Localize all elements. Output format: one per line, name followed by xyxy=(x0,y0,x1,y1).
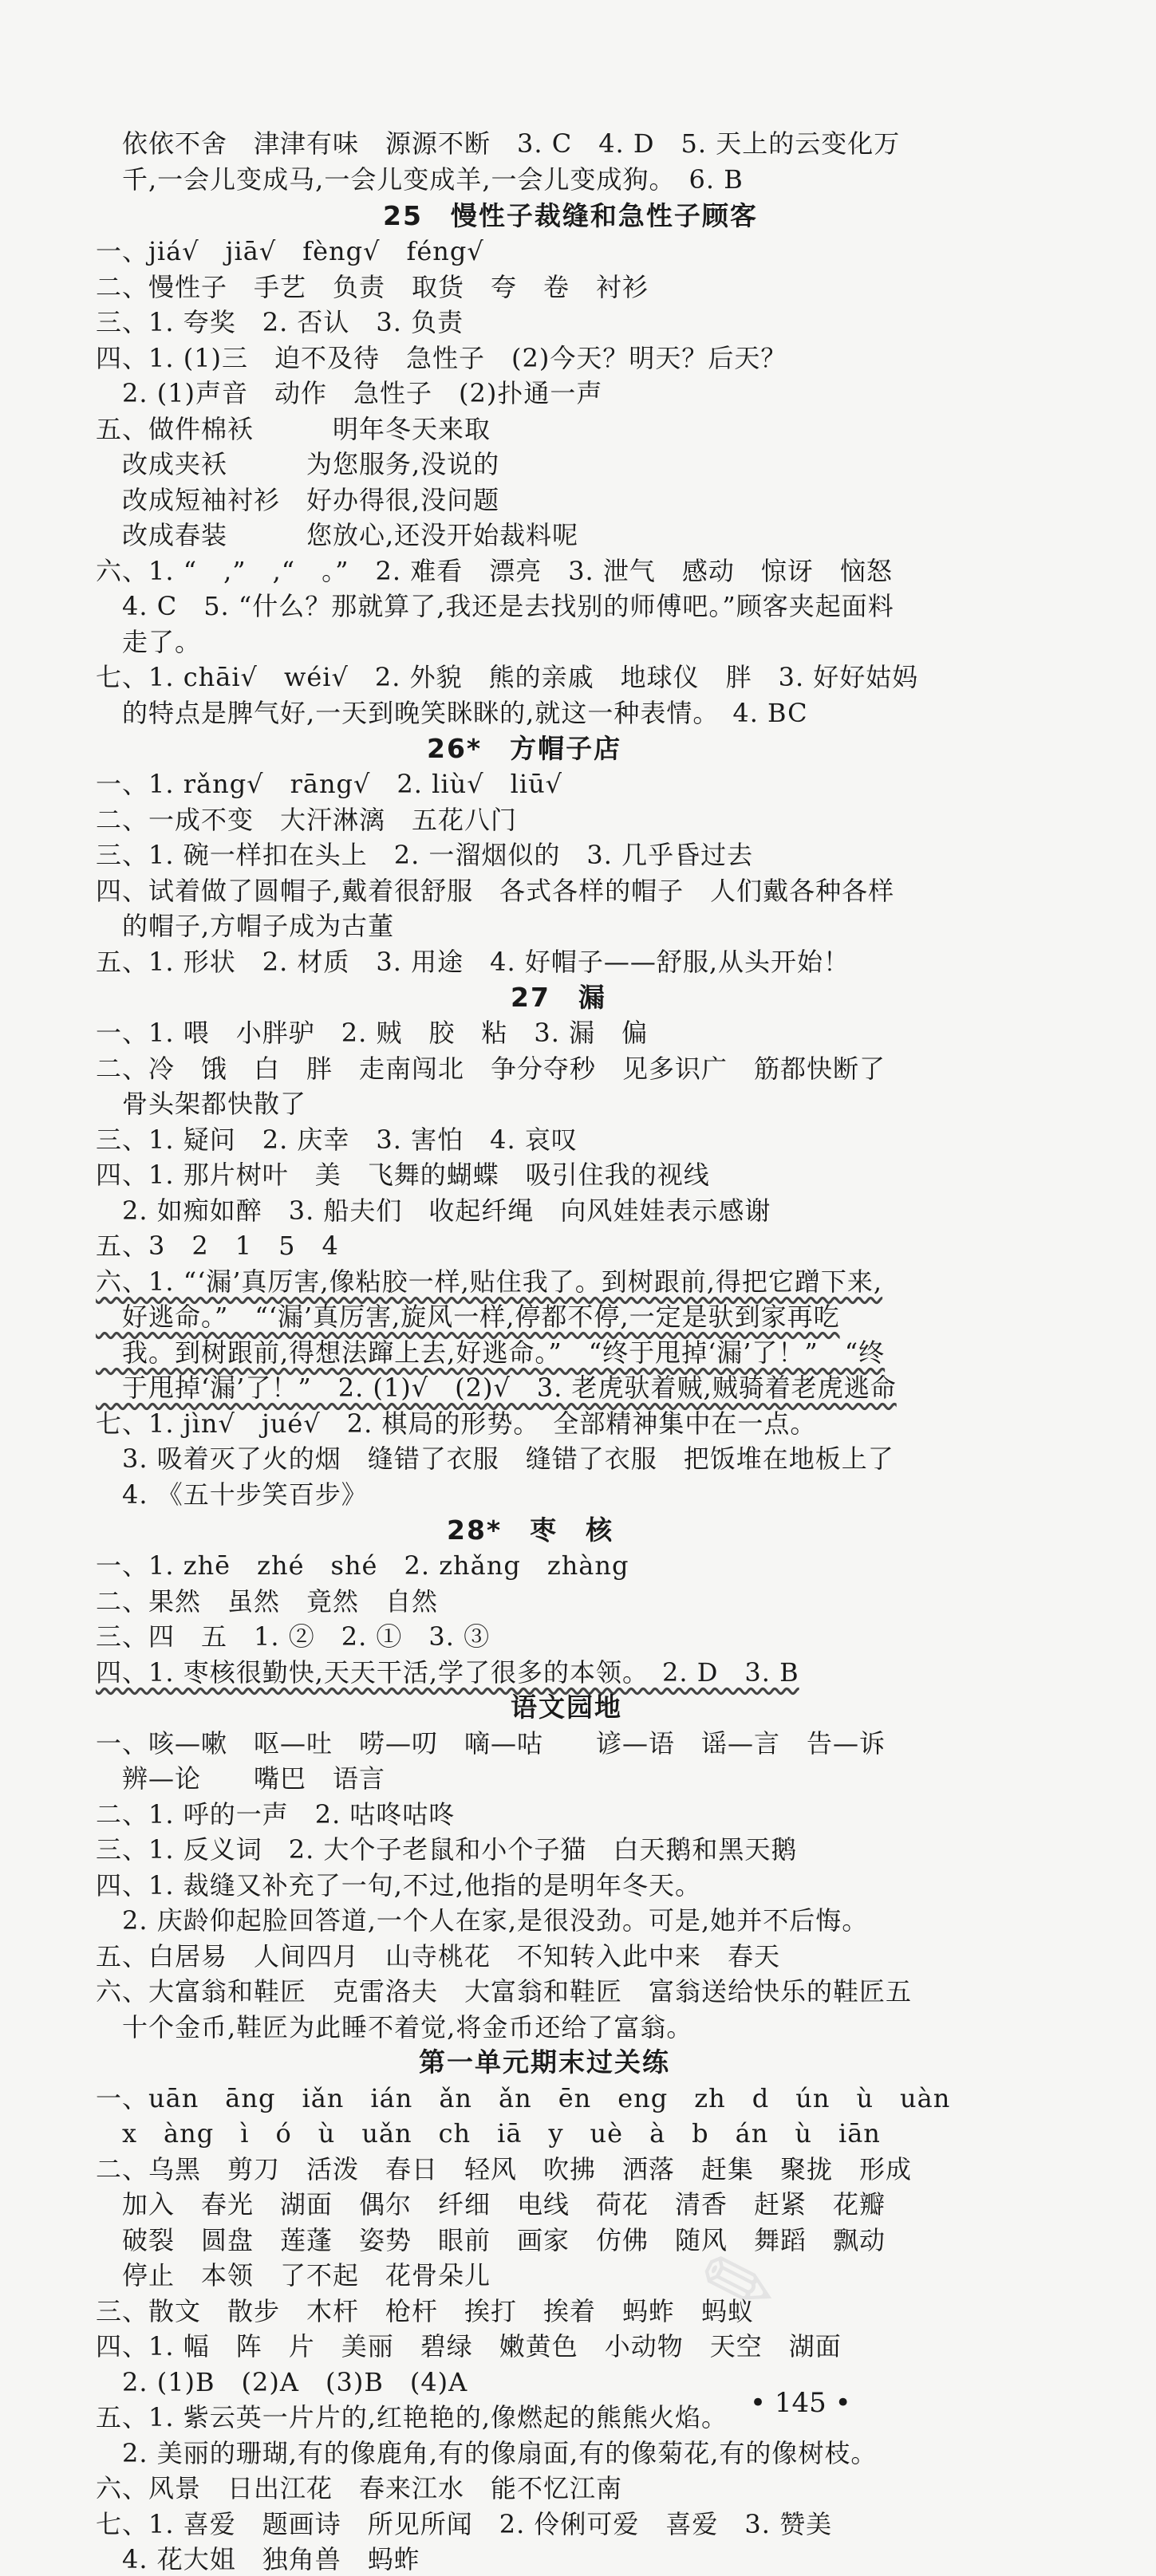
answer-line: 四、1. 枣核很勤快,天天干活,学了很多的本领。 2. D 3. B xyxy=(96,1657,799,1688)
answer-line: 2. 庆龄仰起脸回答道,一个人在家,是很没劲。可是,她并不后悔。 xyxy=(96,1905,869,1936)
answer-line: 二、慢性子 手艺 负责 取货 夸 卷 衬衫 xyxy=(96,272,649,302)
answer-line: 二、一成不变 大汗淋漓 五花八门 xyxy=(96,805,518,835)
answer-line: 4. C 5. “什么？那就算了,我还是去找别的师傅吧。”顾客夹起面料 xyxy=(96,591,894,621)
answer-line: 一、咳—嗽 呕—吐 唠—叨 嘀—咕 谚—语 谣—言 告—诉 xyxy=(96,1728,886,1759)
answer-line: 停止 本领 了不起 花骨朵儿 xyxy=(96,2260,491,2290)
answer-line: 四、试着做了圆帽子,戴着很舒服 各式各样的帽子 人们戴各种各样 xyxy=(96,876,895,906)
answer-line: 五、3 2 1 5 4 xyxy=(96,1231,339,1261)
answer-line: 的特点是脾气好,一天到晚笑眯眯的,就这一种表情。 4. BC xyxy=(96,698,808,728)
answer-line: 好逃命。” “‘漏’真厉害,旋风一样,停都不停,一定是驮到家再吃 xyxy=(96,1302,840,1332)
answer-line: 4. 《五十步笑百步》 xyxy=(96,1479,368,1510)
answer-line: 二、果然 虽然 竟然 自然 xyxy=(96,1586,439,1617)
answer-line: 的帽子,方帽子成为古董 xyxy=(96,911,395,941)
section-title: 25 慢性子裁缝和急性子顾客 xyxy=(383,200,758,231)
answer-line: 骨头架都快散了 xyxy=(96,1089,307,1119)
answer-line: 五、1. 紫云英一片片的,红艳艳的,像燃起的熊熊火焰。 xyxy=(96,2402,728,2432)
section-title: 27 漏 xyxy=(511,982,606,1013)
answer-line: 四、1. 裁缝又补充了一句,不过,他指的是明年冬天。 xyxy=(96,1870,702,1900)
answer-line: 三、1. 碗一样扣在头上 2. 一溜烟似的 3. 几乎昏过去 xyxy=(96,840,754,870)
answer-line: 2. 美丽的珊瑚,有的像鹿角,有的像扇面,有的像菊花,有的像树枝。 xyxy=(96,2438,878,2468)
answer-line: 七、1. jìn√ jué√ 2. 棋局的形势。 全部精神集中在一点。 xyxy=(96,1408,817,1439)
answer-line: 一、1. 喂 小胖驴 2. 贼 胶 粘 3. 漏 偏 xyxy=(96,1018,649,1048)
answer-line: 六、1. “ ,” ,“ 。” 2. 难看 漂亮 3. 泄气 感动 惊讶 恼怒 xyxy=(96,556,893,586)
answer-line: 走了。 xyxy=(96,627,202,657)
answer-line: 破裂 圆盘 莲蓬 姿势 眼前 画家 仿佛 随风 舞蹈 飘动 xyxy=(96,2225,886,2255)
answer-line: 于甩掉‘漏’了！” 2. (1)√ (2)√ 3. 老虎驮着贼,贼骑着老虎逃命 xyxy=(96,1373,897,1403)
answer-line: 改成夹袄 为您服务,没说的 xyxy=(96,449,500,479)
answer-line: 二、乌黑 剪刀 活泼 春日 轻风 吹拂 洒落 赶集 聚拢 形成 xyxy=(96,2154,913,2184)
answer-line: 二、1. 呼的一声 2. 咕咚咕咚 xyxy=(96,1799,456,1830)
answer-line: 四、1. 幅 阵 片 美丽 碧绿 嫩黄色 小动物 天空 湖面 xyxy=(96,2331,842,2361)
answer-line: 改成短袖衬衫 好办得很,没问题 xyxy=(96,485,500,515)
answer-line: 我。到树跟前,得想法蹿上去,好逃命。” “终于甩掉‘漏’了！” “终 xyxy=(96,1337,886,1368)
answer-line: 二、冷 饿 白 胖 走南闯北 争分夺秒 见多识广 筋都快断了 xyxy=(96,1054,886,1084)
answer-line: 2. (1)声音 动作 急性子 (2)扑通一声 xyxy=(96,378,603,408)
answer-line: 改成春装 您放心,还没开始裁料呢 xyxy=(96,520,579,550)
answer-line: 七、1. 喜爱 题画诗 所见所闻 2. 伶俐可爱 喜爱 3. 赞美 xyxy=(96,2509,833,2539)
answer-line: 五、1. 形状 2. 材质 3. 用途 4. 好帽子——舒服,从头开始！ xyxy=(96,947,850,977)
answer-line: 三、四 五 1. ② 2. ① 3. ③ xyxy=(96,1621,491,1652)
answer-line: 四、1. (1)三 迫不及待 急性子 (2)今天？明天？后天？ xyxy=(96,343,787,373)
answer-line: 三、1. 夸奖 2. 否认 3. 负责 xyxy=(96,307,464,337)
answer-line: 加入 春光 湖面 偶尔 纤细 电线 荷花 清香 赶紧 花瓣 xyxy=(96,2189,886,2220)
answer-line: 辨—论 嘴巴 语言 xyxy=(96,1763,386,1794)
answer-line: 三、1. 疑问 2. 庆幸 3. 害怕 4. 哀叹 xyxy=(96,1125,578,1155)
answer-line: 3. 吸着灭了火的烟 缝错了衣服 缝错了衣服 把饭堆在地板上了 xyxy=(96,1444,894,1474)
answer-line: 4. 花大姐 独角兽 蚂蚱 xyxy=(96,2544,420,2574)
answer-line: 四、1. 那片树叶 美 飞舞的蝴蝶 吸引住我的视线 xyxy=(96,1160,710,1190)
answer-line: 三、散文 散步 木杆 枪杆 挨打 挨着 蚂蚱 蚂蚁 xyxy=(96,2296,755,2326)
answer-line: 三、1. 反义词 2. 大个子老鼠和小个子猫 白天鹅和黑天鹅 xyxy=(96,1834,798,1865)
answer-line: 一、jiá√ jiā√ fèng√ féng√ xyxy=(96,236,484,266)
answer-line: 一、1. rǎng√ rāng√ 2. liù√ liū√ xyxy=(96,769,563,799)
section-title: 语文园地 xyxy=(511,1692,622,1723)
answer-line: 六、大富翁和鞋匠 克雷洛夫 大富翁和鞋匠 富翁送给快乐的鞋匠五 xyxy=(96,1976,913,2007)
answer-line: 七、1. chāi√ wéi√ 2. 外貌 熊的亲戚 地球仪 胖 3. 好好姑妈 xyxy=(96,662,919,692)
answer-line: 2. 如痴如醉 3. 船夫们 收起纤绳 向风娃娃表示感谢 xyxy=(96,1195,771,1226)
section-title: 26* 方帽子店 xyxy=(427,733,622,764)
page-number: • 145 • xyxy=(750,2387,851,2419)
answer-line: 依依不舍 津津有味 源源不断 3. C 4. D 5. 天上的云变化万 xyxy=(96,128,901,159)
answer-line: 十个金币,鞋匠为此睡不着觉,将金币还给了富翁。 xyxy=(96,2012,693,2042)
section-title: 第一单元期末过关练 xyxy=(419,2046,670,2078)
answer-line: 千,一会儿变成马,一会儿变成羊,一会儿变成狗。 6. B xyxy=(96,164,744,195)
watermark-logo: ✎ xyxy=(688,2223,790,2345)
answer-line: 一、1. zhē zhé shé 2. zhǎng zhàng xyxy=(96,1550,629,1581)
answer-line: x àng ì ó ù uǎn ch iā y uè à b án ù iān xyxy=(96,2118,881,2149)
answer-line: 五、做件棉袄 明年冬天来取 xyxy=(96,414,491,444)
answer-line: 六、1. “‘漏’真厉害,像粘胶一样,贴住我了。到树跟前,得把它蹭下来, xyxy=(96,1266,883,1297)
answer-line: 2. (1)B (2)A (3)B (4)A xyxy=(96,2367,468,2397)
answer-line: 五、白居易 人间四月 山寺桃花 不知转入此中来 春天 xyxy=(96,1941,781,1971)
section-title: 28* 枣 核 xyxy=(447,1514,614,1546)
answer-line: 一、uān āng iǎn ián ǎn ǎn ēn eng zh d ún ù uàn xyxy=(96,2083,951,2113)
answer-line: 六、风景 日出江花 春来江水 能不忆江南 xyxy=(96,2473,623,2503)
